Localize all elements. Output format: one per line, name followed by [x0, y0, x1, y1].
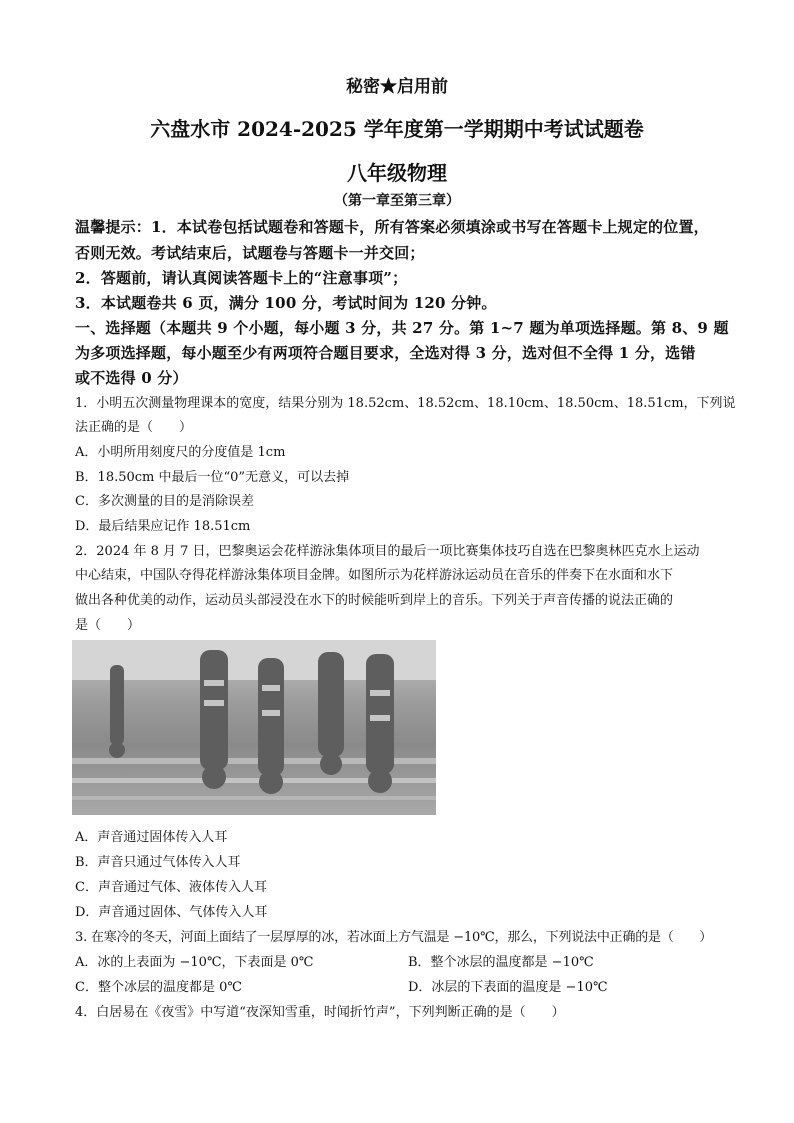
- chapter-scope: （第一章至第三章）: [334, 193, 460, 209]
- subject-title: 八年级物理: [347, 161, 447, 185]
- swimmers-illustration: [72, 640, 436, 815]
- notice-line-3: 2．答题前，请认真阅读答题卡上的“注意事项”；: [75, 269, 408, 287]
- q1-stem-line-1: 1．小明五次测量物理课本的宽度，结果分别为 18.52cm、18.52cm、18.10cm、18.50cm、18.51cm，下列说: [75, 396, 736, 411]
- q3-option-a: A．冰的上表面为 −10℃，下表面是 0℃: [75, 955, 314, 970]
- exam-title: 六盘水市 2024-2025 学年度第一学期期中考试试题卷: [150, 117, 644, 141]
- notice-line-2: 否则无效。考试结束后，试题卷与答题卡一并交回；: [75, 244, 425, 262]
- q2-option-a: A．声音通过固体传入人耳: [75, 830, 228, 845]
- secret-label: 秘密★启用前: [346, 77, 448, 97]
- section-heading-line-2: 为多项选择题，每小题至少有两项符合题目要求，全选对得 3 分，选对但不全得 1 分，选错: [75, 344, 696, 362]
- q3-stem: 3. 在寒冷的冬天，河面上面结了一层厚厚的冰，若冰面上方气温是 −10℃，那么，下列说法中正确的是（ ）: [75, 930, 713, 945]
- synchronized-swimming-photo: [72, 640, 436, 815]
- notice-line-1: 温馨提示：1．本试卷包括试题卷和答题卡，所有答案必须填涂或书写在答题卡上规定的位置，: [75, 218, 709, 236]
- notice-line-4: 3．本试题卷共 6 页，满分 100 分，考试时间为 120 分钟。: [75, 294, 497, 312]
- q2-stem-line-3: 做出各种优美的动作，运动员头部浸没在水下的时候能听到岸上的音乐。下列关于声音传播的说法正确的: [75, 593, 674, 608]
- q2-option-b: B．声音只通过气体传入人耳: [75, 855, 241, 870]
- q2-stem-line-1: 2．2024 年 8 月 7 日，巴黎奥运会花样游泳集体项目的最后一项比赛集体技巧自选在巴黎奥林匹克水上运动: [75, 544, 700, 559]
- q3-option-d: D．冰层的下表面的温度是 −10℃: [408, 980, 608, 995]
- q3-option-b: B．整个冰层的温度都是 −10℃: [408, 955, 594, 970]
- section-heading-line-3: 或不选得 0 分）: [75, 369, 188, 387]
- q1-option-d: D．最后结果应记作 18.51cm: [75, 519, 251, 534]
- q1-option-c: C．多次测量的目的是消除误差: [75, 494, 254, 509]
- q2-stem-line-2: 中心结束，中国队夺得花样游泳集体项目金牌。如图所示为花样游泳运动员在音乐的伴奏下在水面和水下: [75, 568, 674, 583]
- q1-option-a: A．小明所用刻度尺的分度值是 1cm: [75, 445, 286, 460]
- q3-option-c: C．整个冰层的温度都是 0℃: [75, 980, 242, 995]
- q2-option-c: C．声音通过气体、液体传入人耳: [75, 880, 267, 895]
- q1-stem-line-2: 法正确的是（ ）: [75, 420, 193, 435]
- q1-option-b: B．18.50cm 中最后一位“0”无意义，可以去掉: [75, 470, 350, 485]
- q2-stem-line-4: 是（ ）: [75, 618, 141, 633]
- section-heading-line-1: 一、选择题（本题共 9 个小题，每小题 3 分，共 27 分。第 1~7 题为单项选择题。第 8、9 题: [75, 319, 729, 337]
- q2-option-d: D．声音通过固体、气体传入人耳: [75, 905, 268, 920]
- q4-stem: 4．白居易在《夜雪》中写道“夜深知雪重，时闻折竹声”，下列判断正确的是（ ）: [75, 1005, 565, 1020]
